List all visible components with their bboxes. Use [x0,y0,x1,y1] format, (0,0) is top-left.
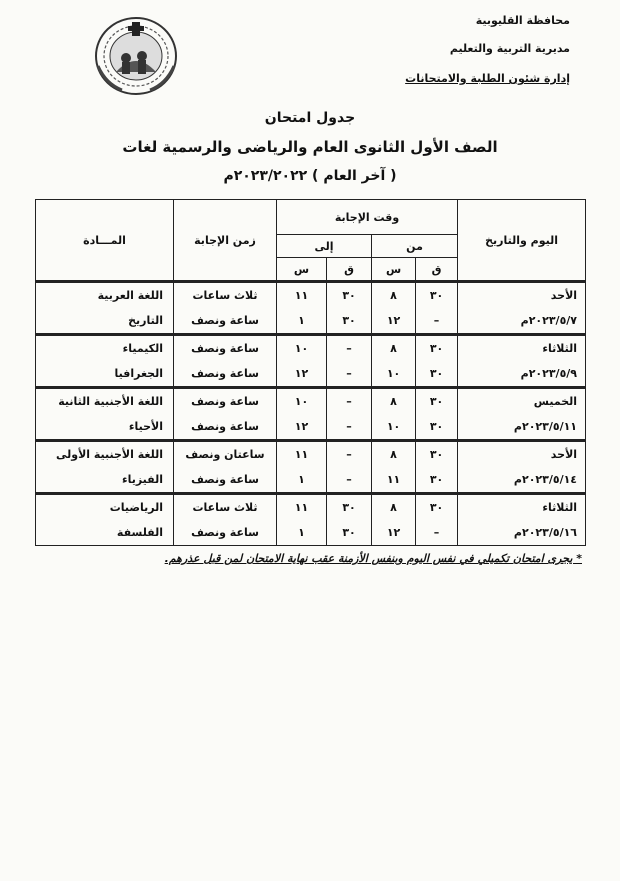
to-minute: ٣٠ [342,526,356,539]
to-hour: ١ [298,314,305,327]
to-minute: – [346,395,352,408]
header-duration: زمن الإجابة [174,200,277,282]
subject: اللغة العربية [97,289,163,302]
to-hour: ١١ [294,289,309,302]
table-row [36,388,586,441]
exam-date: ٢٠٢٣/٥/١١م [513,420,578,433]
ministry-seal-logo [92,14,180,98]
table-row [36,335,586,388]
duration: ساعة ونصف [191,314,259,327]
to-minute: ٣٠ [342,289,356,302]
table-row [36,441,586,494]
from-hour: ١٢ [386,526,401,539]
duration: ساعتان ونصف [185,448,265,461]
from-hour: ١٢ [386,314,401,327]
subject: الفلسفة [116,526,163,539]
to-hour: ١٠ [294,342,309,355]
from-hour: ٨ [390,395,397,408]
duration: ساعة ونصف [191,395,259,408]
to-minute: – [346,420,352,433]
from-hour: ٨ [390,289,397,302]
from-hour: ١١ [386,473,401,486]
header-from: من [372,235,458,258]
header-from-hour: س [372,258,416,282]
header-to-minute: ق [327,258,372,282]
subject: الفيزياء [121,473,163,486]
to-hour: ١١ [294,448,309,461]
from-hour: ١٠ [386,420,401,433]
governorate-name: محافظة القليوبية [475,14,570,27]
from-minute: – [433,526,440,539]
to-hour: ١٠ [294,395,309,408]
exam-schedule-table [35,199,586,546]
from-minute: ٣٠ [429,501,444,514]
duration: ثلاث ساعات [192,289,258,302]
from-minute: ٣٠ [429,420,444,433]
to-hour: ١٢ [294,420,309,433]
from-hour: ٨ [390,448,397,461]
department-name: إدارة شئون الطلبة والامتحانات [405,72,570,85]
from-minute: ٣٠ [429,473,444,486]
header-to: إلى [277,235,372,258]
exam-schedule-title: جدول امتحان [264,110,356,126]
from-hour: ٨ [390,501,397,514]
table-row [36,494,586,546]
duration: ثلاث ساعات [192,501,258,514]
header-day-date: اليوم والتاريخ [458,200,586,282]
duration: ساعة ونصف [191,420,259,433]
grade-title: الصف الأول الثانوى العام والرياضى والرسمية لغات [122,138,498,156]
to-minute: ٣٠ [342,501,356,514]
from-minute: ٣٠ [429,367,444,380]
duration: ساعة ونصف [191,342,259,355]
subject: اللغة الأجنبية الثانية [58,395,163,408]
from-minute: – [433,314,440,327]
to-minute: – [346,473,352,486]
exam-day: الخميس [533,395,578,408]
header-answer-time: وقت الإجابة [277,200,458,235]
exam-date: ٢٠٢٣/٥/١٤م [513,473,578,486]
subject: الرياضيات [109,501,163,514]
from-hour: ٨ [390,342,397,355]
subject: الجغرافيا [114,367,163,380]
table-row [36,282,586,335]
from-minute: ٣٠ [429,289,444,302]
header-to-hour: س [277,258,327,282]
exam-date: ٢٠٢٣/٥/٩م [520,367,578,380]
subject: التاريخ [128,314,163,327]
from-minute: ٣٠ [429,395,444,408]
exam-date: ٢٠٢٣/٥/٧م [520,314,578,327]
from-hour: ١٠ [386,367,401,380]
duration: ساعة ونصف [191,473,259,486]
to-hour: ١ [298,473,305,486]
duration: ساعة ونصف [191,367,259,380]
to-hour: ١١ [294,501,309,514]
exam-day: الأحد [550,289,578,302]
exam-date: ٢٠٢٣/٥/١٦م [513,526,578,539]
header-subject: المـــادة [36,200,174,282]
to-minute: ٣٠ [342,314,356,327]
to-hour: ١ [298,526,305,539]
to-minute: – [346,367,352,380]
exam-day: الأحد [550,448,578,461]
to-hour: ١٢ [294,367,309,380]
from-minute: ٣٠ [429,448,444,461]
duration: ساعة ونصف [191,526,259,539]
to-minute: – [346,342,352,355]
footnote: * يجرى امتحان تكميلي في نفس اليوم وبنفس الأزمنة عقب نهاية الامتحان لمن قبل عذرهم. [164,552,582,565]
exam-day: الثلاثاء [542,342,578,355]
subject: اللغة الأجنبية الأولى [55,448,163,461]
exam-day: الثلاثاء [542,501,578,514]
to-minute: – [346,448,352,461]
header-from-minute: ق [416,258,458,282]
from-minute: ٣٠ [429,342,444,355]
subject: الكيمياء [122,342,163,355]
directorate-name: مديرية التربية والتعليم [449,42,570,55]
subject: الأحياء [128,420,163,433]
term-title: ( آخر العام ) ٢٠٢٣/٢٠٢٢م [223,168,397,184]
